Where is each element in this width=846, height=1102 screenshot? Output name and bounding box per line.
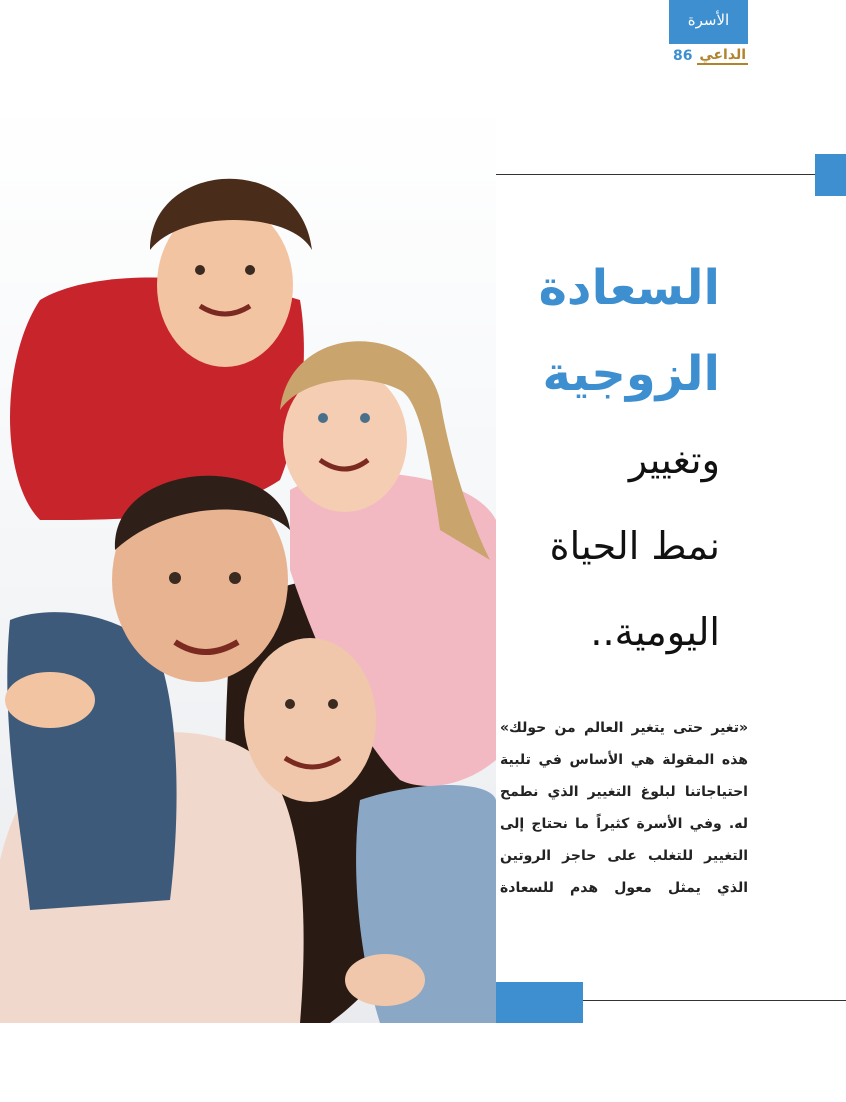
header-logo-row (669, 46, 748, 66)
headline-line-2: الزوجية (542, 346, 720, 402)
headline-line-4: نمط الحياة (549, 524, 720, 568)
section-label: الأسرة (687, 11, 730, 29)
body-line: «تغير حتى يتغير العالم من حولك» (500, 720, 748, 736)
article-headline (500, 245, 720, 675)
headline-line-1: السعادة (538, 260, 720, 316)
body-line: له. وفي الأسرة كثيراً ما نحتاج إلى (500, 816, 748, 832)
body-line: الذي يمثل معول هدم للسعادة (500, 880, 748, 896)
section-tab (669, 0, 748, 44)
body-line: هذه المقولة هي الأساس في تلبية (500, 752, 748, 768)
top-accent-block (815, 154, 846, 196)
article-body (500, 712, 748, 904)
page-number: 86 (673, 48, 693, 64)
headline-line-5: اليومية.. (590, 610, 720, 654)
top-divider (485, 174, 815, 175)
headline-line-3: وتغيير (628, 438, 720, 482)
body-line: احتياجاتنا لبلوغ التغيير الذي نطمح (500, 784, 748, 800)
bottom-accent-block (496, 982, 583, 1023)
family-photo (0, 100, 496, 1023)
body-line: التغيير للتغلب على حاجز الروتين (500, 848, 748, 864)
magazine-logo: الداعي (699, 47, 746, 63)
bottom-divider (583, 1000, 846, 1001)
